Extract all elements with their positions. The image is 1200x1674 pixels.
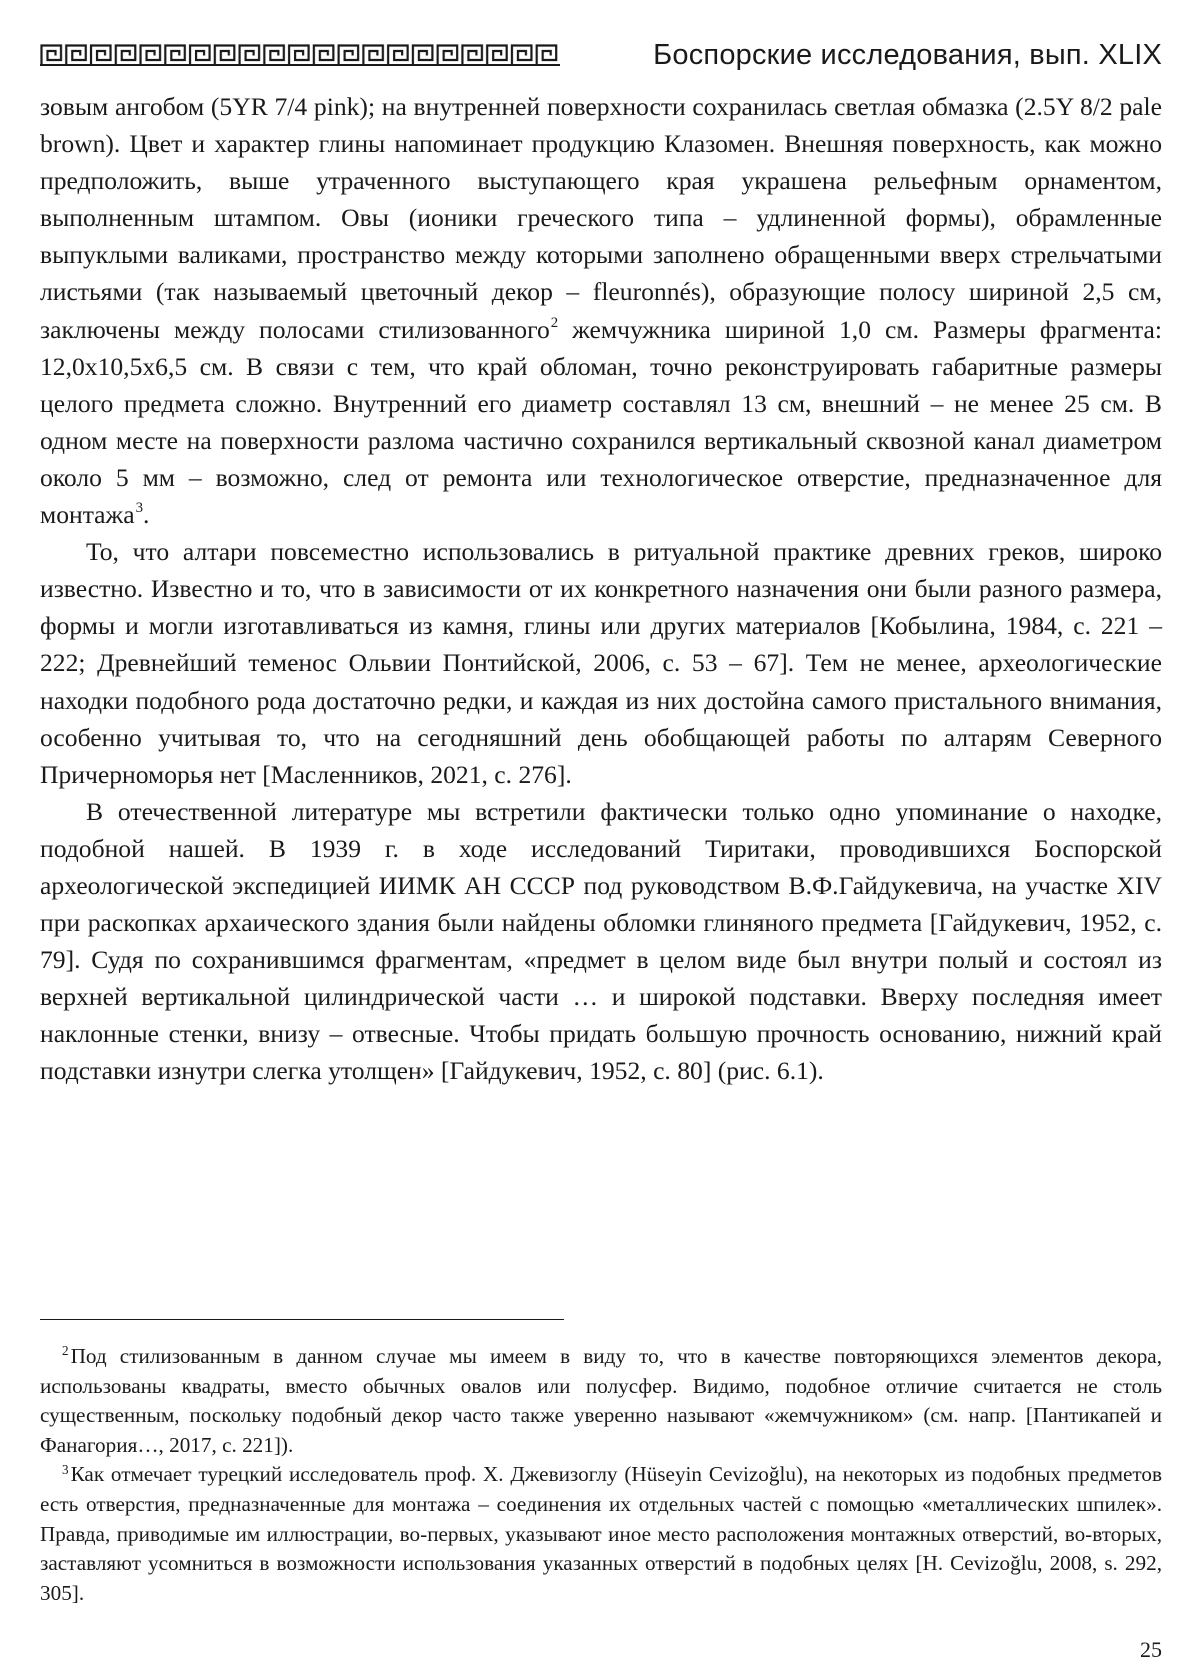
paragraph-1 (40, 88, 1162, 533)
paragraph-1-text-a: зовым ангобом (5YR 7/4 pink); на внутренней поверхности сохранилась светлая обмазка (2.5Y 8/2 pale brown). Цвет и характер глины напоминает продукцию Клазомен. Внешняя поверхность, как можно предположить, выше утраченного выступающего края украшена рельефным орнаментом, выполненным штампом. Овы (ионики греческого типа – удлиненной формы), обрамленные выпуклыми валиками, пространство между которыми заполнено обращенными вверх стрельчатыми листьями (так называемый цветочный декор – fleuronnés), образующие полосу шириной 2,5 см, заключены между полосами стилизованного (40, 92, 1162, 344)
footnote-3-text: Как отмечает турецкий исследователь проф. Х. Джевизоглу (Hüseyin Cevizoğlu), на некоторых из подобных предметов есть отверстия, предназначенные для монтажа – соединения их отдельных частей с помощью «металлических шпилек». Правда, приводимые им иллюстрации, во-первых, указывают иное место расположения монтажных отверстий, во-вторых, заставляют усомниться в возможности использования указанных отверстий в подобных целях [H. Cevizoğlu, 2008, s. 292, 305]. (40, 1462, 1162, 1605)
footnote-2-number: 2 (62, 1343, 69, 1359)
paragraph-2: То, что алтари повсеместно использовались в ритуальной практике древних греков, широко известно. Известно и то, что в зависимости от их конкретного назначения они были разного размера, формы и могли изготавливаться из камня, глины или других материалов [Кобылина, 1984, с. 221 – 222; Древнейший теменос Ольвии Понтийской, 2006, с. 53 – 67]. Тем не менее, археологические находки подобного рода достаточно редки, и каждая из них достойна самого пристального внимания, особенно учитывая то, что на сегодняшний день обобщающей работы по алтарям Северного Причерноморья нет [Масленников, 2021, с. 276]. (40, 537, 1162, 789)
running-title: Боспорские исследования, вып. XLIX (653, 39, 1162, 71)
footnote-separator (40, 1319, 564, 1320)
document-page (40, 0, 1162, 1674)
paragraph-3: В отечественной литературе мы встретили фактически только одно упоминание о находке, подобной нашей. В 1939 г. в ходе исследований Тиритаки, проводившихся Боспорской археологической экспедицией ИИМК АН СССР под руководством В.Ф.Гайдукевича, на участке XIV при раскопках архаического здания были найдены обломки глиняного предмета [Гайдукевич, 1952, с. 79]. Судя по сохранившимся фрагментам, «предмет в целом виде был внутри полый и состоял из верхней вертикальной цилиндрической части … и широкой подставки. Вверху последняя имеет наклонные стенки, внизу – отвесные. Чтобы придать большую прочность основанию, нижний край подставки изнутри слегка утолщен» [Гайдукевич, 1952, с. 80] (рис. 6.1). (40, 796, 1162, 1086)
footnote-ref-2[interactable]: 2 (550, 314, 559, 331)
footnote-ref-3[interactable]: 3 (135, 500, 144, 517)
footnotes (40, 1342, 1162, 1608)
main-text (40, 88, 1162, 1090)
meander-border-icon (40, 44, 560, 66)
footnote-2-text: Под стилизованным в данном случае мы имеем в виду то, что в качестве повторяющихся элементов декора, использованы квадраты, вместо обычных овалов или полусфер. Видимо, подобное отличие считается не столь существенным, поскольку подобный декор часто также уверенно называют «жемчужником» (см. напр. [Пантикапей и Фанагория…, 2017, с. 221]). (40, 1344, 1162, 1457)
page-number: 25 (1140, 1637, 1162, 1662)
paragraph-1-text-b: жемчужника шириной 1,0 см. Размеры фрагмента: 12,0х10,5х6,5 см. В связи с тем, что край обломан, точно реконструировать габаритные размеры целого предмета сложно. Внутренний его диаметр составлял 13 см, внешний – не менее 25 см. В одном месте на поверхности разлома частично сохранился вертикальный сквозной канал диаметром около 5 мм – возможно, след от ремонта или технологическое отверстие, предназначенное для монтажа (40, 314, 1162, 530)
footnote-3-number: 3 (62, 1461, 69, 1477)
running-header (40, 36, 1162, 74)
footnote-3 (40, 1460, 1162, 1608)
footnote-2 (40, 1342, 1162, 1460)
paragraph-1-text-c: . (143, 500, 150, 530)
